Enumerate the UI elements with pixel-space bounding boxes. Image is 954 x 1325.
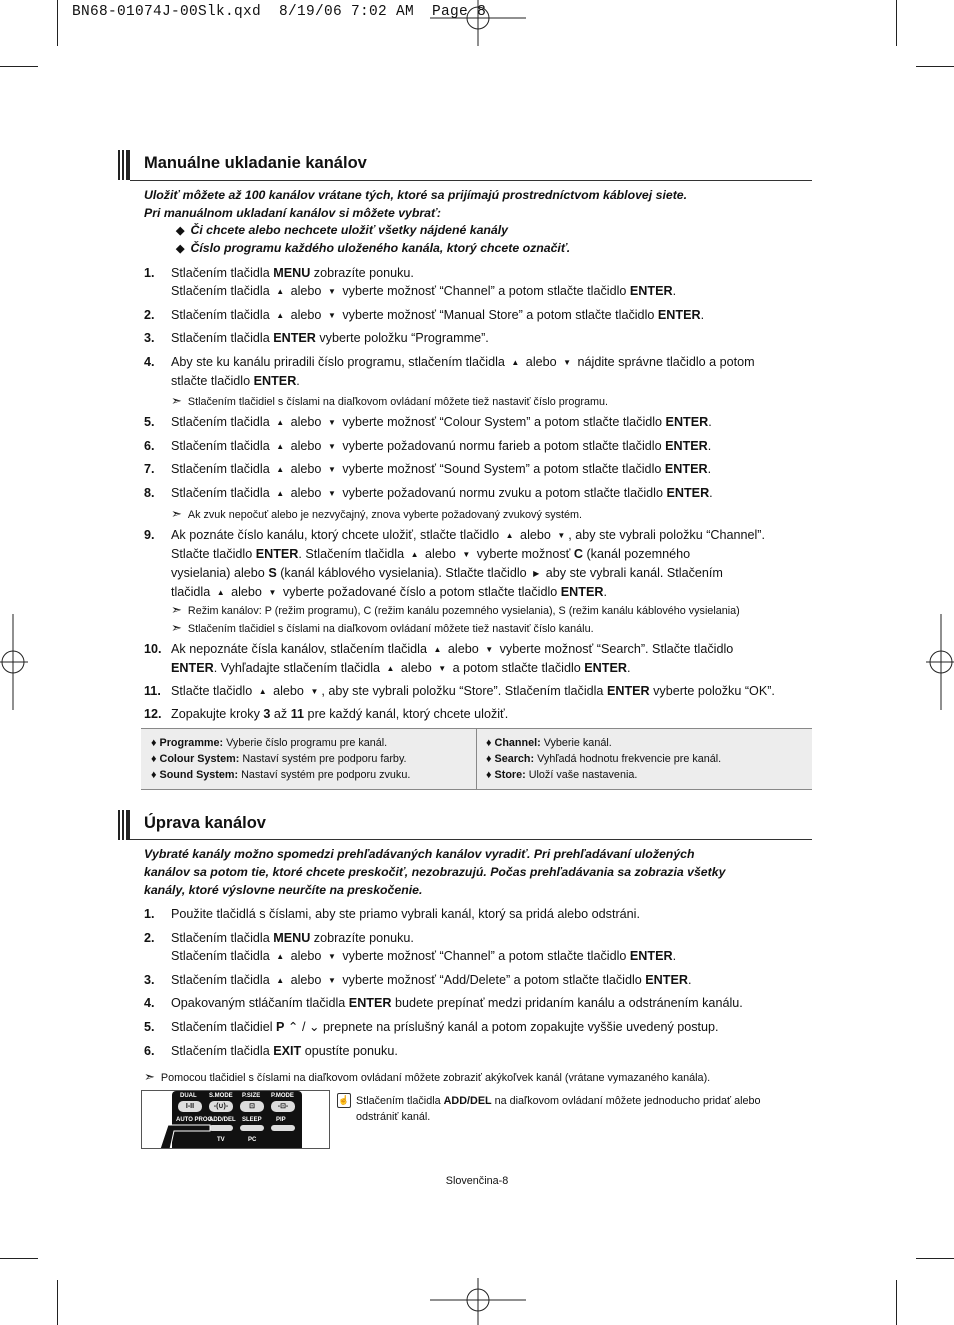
remote-control-image xyxy=(141,1090,330,1149)
down-arrow-icon: ▼ xyxy=(327,952,336,961)
up-arrow-icon: ▲ xyxy=(276,311,285,320)
step-line: Ak poznáte číslo kanálu, ktorý chcete uložiť, stlačte tlačidlo ▲ alebo ▼ , aby ste vybrali položku “Channel”. xyxy=(171,526,816,545)
step-number: 2. xyxy=(144,931,155,945)
step-text xyxy=(171,640,816,678)
remote-label: S.MODE xyxy=(209,1093,233,1099)
remote-label: PC xyxy=(248,1137,257,1143)
step-line: Ak nepoznáte čísla kanálov, stlačením tlačidla ▲ alebo ▼ vyberte možnosť “Search”. Stlačte tlačidlo xyxy=(171,640,816,659)
step-text xyxy=(171,929,816,966)
section-rule xyxy=(130,839,812,840)
table-divider xyxy=(476,729,477,789)
up-arrow-icon: ▲ xyxy=(276,418,285,427)
up-arrow-icon: ▲ xyxy=(505,531,514,540)
arrow-note-icon: ➣ xyxy=(171,602,182,617)
table-row: ♦ Store: Uloží vaše nastavenia. xyxy=(486,769,638,781)
remote-button: -(∪)- xyxy=(209,1101,233,1112)
note: ➣ Ak zvuk nepočuť alebo je nezvyčajný, znova vyberte požadovaný zvukový systém. xyxy=(171,506,583,521)
up-arrow-icon: ▲ xyxy=(433,645,442,654)
step-line: Stlačte tlačidlo ENTER. Stlačením tlačidla ▲ alebo ▼ vyberte možnosť C (kanál pozemného xyxy=(171,545,816,564)
step-line: Stlačením tlačidiel P ⌃ / ⌄ prepnete na príslušný kanál a potom zopakujte vyššie uvedený postup. xyxy=(171,1020,719,1034)
bullet-item: ◆ Číslo programu každého uloženého kanála, ktorý chcete označiť. xyxy=(176,241,571,255)
step-number: 6. xyxy=(144,1044,155,1058)
crop-mark xyxy=(0,66,38,67)
note: ➣ Stlačením tlačidiel s číslami na diaľkovom ovládaní môžete tiež nastaviť číslo kanálu. xyxy=(171,620,594,635)
step-text xyxy=(171,1018,816,1036)
crop-mark xyxy=(57,1280,58,1325)
down-arrow-icon: ▼ xyxy=(327,489,336,498)
step-line: Stlačením tlačidla ▲ alebo ▼ vyberte možnosť “Sound System” a potom stlačte tlačidlo ENTER. xyxy=(171,460,816,479)
step-text xyxy=(171,1042,816,1060)
note: ➣ Pomocou tlačidiel s číslami na diaľkovom ovládaní môžete zobraziť akýkoľvek kanál (vrátane vymazaného kanála). xyxy=(144,1069,711,1084)
section-marker xyxy=(118,150,130,180)
down-arrow-icon: ▼ xyxy=(462,550,471,559)
step-line: Stlačením tlačidla ENTER vyberte položku “Programme”. xyxy=(171,331,489,345)
step-text xyxy=(171,460,816,479)
definition-table xyxy=(141,728,812,790)
step-number: 5. xyxy=(144,415,155,429)
up-arrow-icon: ▲ xyxy=(276,952,285,961)
step-line: Stlačte tlačidlo ▲ alebo ▼ , aby ste vybrali položku “Store”. Stlačením tlačidla ENTER vyberte položku “OK”. xyxy=(171,682,816,701)
step-text xyxy=(171,353,816,390)
step-line: Opakovaným stláčaním tlačidla ENTER budete prepínať medzi pridaním kanálu a odstránením kanálu. xyxy=(171,996,743,1010)
down-arrow-icon: ▼ xyxy=(485,645,494,654)
down-arrow-icon: ▼ xyxy=(327,442,336,451)
remote-button: ⊡ xyxy=(240,1101,264,1112)
remote-label: TV xyxy=(217,1137,225,1143)
remote-button xyxy=(271,1125,295,1131)
intro-line: Pri manuálnom ukladaní kanálov si môžete vybrať: xyxy=(144,206,442,220)
step-text xyxy=(171,413,816,432)
remote-label: SLEEP xyxy=(242,1117,262,1123)
step-line: Stlačením tlačidla ▲ alebo ▼ vyberte možnosť “Colour System” a potom stlačte tlačidlo ENTER. xyxy=(171,413,816,432)
step-number: 4. xyxy=(144,355,155,369)
step-line: Stlačením tlačidla ▲ alebo ▼ vyberte požadovanú normu zvuku a potom stlačte tlačidlo ENTER. xyxy=(171,484,816,503)
step-number: 1. xyxy=(144,907,155,921)
up-arrow-icon: ▲ xyxy=(276,976,285,985)
down-arrow-icon: ▼ xyxy=(268,588,277,597)
registration-mark-left xyxy=(0,614,28,710)
remote-label: P.SIZE xyxy=(242,1093,261,1099)
table-row: ♦ Programme: Vyberie číslo programu pre kanál. xyxy=(151,737,388,749)
crop-mark xyxy=(57,0,58,46)
intro-line: Vybraté kanály možno spomedzi prehľadávaných kanálov vyradiť. Pri prehľadávaní uložených xyxy=(144,847,695,861)
bullet-item: ◆ Či chcete alebo nechcete uložiť všetky nájdené kanály xyxy=(176,223,509,237)
step-line: Stlačením tlačidla ▲ alebo ▼ vyberte možnosť “Channel” a potom stlačte tlačidlo ENTER. xyxy=(171,282,816,301)
step-text xyxy=(171,994,816,1012)
right-arrow-icon: ▶ xyxy=(533,569,540,578)
crop-mark xyxy=(916,1258,954,1259)
remote-button: -⊡- xyxy=(271,1101,295,1112)
note: ➣ Režim kanálov: P (režim programu), C (režim kanálu pozemného vysielania), S (režim kanálu káblového vysielania) xyxy=(171,602,740,617)
table-row: ♦ Colour System: Nastaví systém pre podporu farby. xyxy=(151,753,407,765)
step-number: 3. xyxy=(144,331,155,345)
remote-label: AUTO PROG. xyxy=(176,1117,214,1123)
table-col-right xyxy=(486,735,721,783)
up-arrow-icon: ▲ xyxy=(276,465,285,474)
step-number: 7. xyxy=(144,462,155,476)
diamond-bullet-icon: ◆ xyxy=(176,243,185,255)
print-header: BN68-01074J-00Slk.qxd 8/19/06 7:02 AM Page 8 xyxy=(72,4,487,20)
step-text xyxy=(171,971,816,990)
down-arrow-icon: ▼ xyxy=(310,687,319,696)
remote-label: P.MODE xyxy=(271,1093,294,1099)
section-title: Manuálne ukladanie kanálov xyxy=(144,154,367,172)
step-number: 10. xyxy=(144,642,162,656)
step-number: 9. xyxy=(144,528,155,542)
step-line: Aby ste ku kanálu priradili číslo programu, stlačením tlačidla ▲ alebo ▼ nájdite správne tlačidlo a potom xyxy=(171,353,816,372)
crop-mark xyxy=(0,1258,38,1259)
down-arrow-icon: ▼ xyxy=(327,311,336,320)
arrow-note-icon: ➣ xyxy=(171,620,182,635)
step-line: Stlačením tlačidla ▲ alebo ▼ vyberte požadovanú normu farieb a potom stlačte tlačidlo ENTER. xyxy=(171,437,816,456)
registration-mark-top xyxy=(430,0,526,48)
step-number: 12. xyxy=(144,707,162,721)
step-text xyxy=(171,484,816,503)
diamond-bullet-icon: ◆ xyxy=(176,225,185,237)
step-line: Použite tlačidlá s číslami, aby ste priamo vybrali kanál, ktorý sa pridá alebo odstráni. xyxy=(171,907,640,921)
step-text xyxy=(171,705,816,723)
step-line: vysielania) alebo S (kanál káblového vysielania). Stlačte tlačidlo ▶ aby ste vybrali kanál. Stlačením xyxy=(171,564,816,583)
up-arrow-icon: ▲ xyxy=(276,442,285,451)
intro-line: kanálov sa potom tie, ktoré chcete preskočiť, nezobrazujú. Počas prehľadávania sa zobrazia všetky xyxy=(144,865,726,879)
tip-text: Stlačením tlačidla ADD/DEL na diaľkovom ovládaní môžete jednoducho pridať alebo odstrániť kanál. xyxy=(356,1095,761,1123)
step-line: Stlačením tlačidla ▲ alebo ▼ vyberte možnosť “Channel” a potom stlačte tlačidlo ENTER. xyxy=(171,947,816,966)
step-line: tlačidla ▲ alebo ▼ vyberte požadované číslo a potom stlačte tlačidlo ENTER. xyxy=(171,583,816,602)
step-line: Stlačením tlačidla ▲ alebo ▼ vyberte možnosť “Manual Store” a potom stlačte tlačidlo ENTER. xyxy=(171,306,816,325)
remote-label: DUAL xyxy=(180,1093,197,1099)
up-arrow-icon: ▲ xyxy=(276,489,285,498)
up-arrow-icon: ▲ xyxy=(386,664,395,673)
down-arrow-icon: ▼ xyxy=(563,358,572,367)
down-arrow-icon: ▼ xyxy=(327,976,336,985)
table-row: ♦ Sound System: Nastaví systém pre podporu zvuku. xyxy=(151,769,411,781)
step-line: ENTER. Vyhľadajte stlačením tlačidla ▲ alebo ▼ a potom stlačte tlačidlo ENTER. xyxy=(171,659,816,678)
step-text xyxy=(171,905,816,923)
step-line: Stlačením tlačidla EXIT opustíte ponuku. xyxy=(171,1044,398,1058)
arrow-note-icon: ➣ xyxy=(171,393,182,408)
registration-mark-bottom xyxy=(430,1278,526,1325)
table-col-left xyxy=(151,735,410,783)
step-text xyxy=(171,526,816,602)
step-line: Stlačením tlačidla MENU zobrazíte ponuku. xyxy=(171,266,414,280)
step-line: stlačte tlačidlo ENTER. xyxy=(171,374,300,388)
table-row: ♦ Search: Vyhľadá hodnotu frekvencie pre kanál. xyxy=(486,753,722,765)
remote-button xyxy=(240,1125,264,1131)
step-number: 6. xyxy=(144,439,155,453)
remote-button: I-II xyxy=(178,1101,202,1112)
step-line: Stlačením tlačidla MENU zobrazíte ponuku. xyxy=(171,931,414,945)
remote-label: PIP xyxy=(276,1117,286,1123)
section-rule xyxy=(130,180,812,181)
down-arrow-icon: ▼ xyxy=(327,287,336,296)
up-arrow-icon: ▲ xyxy=(410,550,419,559)
registration-mark-right xyxy=(926,614,954,710)
up-arrow-icon: ▲ xyxy=(258,687,267,696)
step-number: 3. xyxy=(144,973,155,987)
step-number: 2. xyxy=(144,308,155,322)
down-arrow-icon: ▼ xyxy=(557,531,566,540)
down-arrow-icon: ▼ xyxy=(438,664,447,673)
step-number: 5. xyxy=(144,1020,155,1034)
down-arrow-icon: ▼ xyxy=(327,418,336,427)
section-marker xyxy=(118,810,130,840)
page-footer: Slovenčina-8 xyxy=(445,1175,509,1187)
step-text xyxy=(171,682,816,701)
step-text xyxy=(171,437,816,456)
step-number: 1. xyxy=(144,266,155,280)
section-title: Úprava kanálov xyxy=(144,814,266,832)
step-number: 11. xyxy=(144,684,161,698)
arrow-note-icon: ➣ xyxy=(144,1069,155,1084)
step-number: 8. xyxy=(144,486,155,500)
intro-line: kanály, ktoré výslovne neurčíte na preskočenie. xyxy=(144,883,423,897)
step-text xyxy=(171,306,816,325)
crop-mark xyxy=(896,0,897,46)
step-number: 4. xyxy=(144,996,155,1010)
table-row: ♦ Channel: Vyberie kanál. xyxy=(486,737,612,749)
step-text xyxy=(171,264,816,301)
pointer-arrow-icon xyxy=(160,1119,220,1149)
down-arrow-icon: ▼ xyxy=(327,465,336,474)
note: ➣ Stlačením tlačidiel s číslami na diaľkovom ovládaní môžete tiež nastaviť číslo programu. xyxy=(171,393,608,408)
remote-label: ADD/DEL xyxy=(209,1117,236,1123)
hand-tip-icon: ☝ xyxy=(337,1093,351,1108)
up-arrow-icon: ▲ xyxy=(276,287,285,296)
up-arrow-icon: ▲ xyxy=(511,358,520,367)
arrow-note-icon: ➣ xyxy=(171,506,182,521)
crop-mark xyxy=(896,1280,897,1325)
up-arrow-icon: ▲ xyxy=(216,588,225,597)
step-text xyxy=(171,329,816,347)
step-line: Zopakujte kroky 3 až 11 pre každý kanál, ktorý chcete uložiť. xyxy=(171,707,509,721)
crop-mark xyxy=(916,66,954,67)
step-line: Stlačením tlačidla ▲ alebo ▼ vyberte možnosť “Add/Delete” a potom stlačte tlačidlo ENTER. xyxy=(171,971,816,990)
intro-line: Uložiť môžete až 100 kanálov vrátane tých, ktoré sa prijímajú prostredníctvom káblovej siete. xyxy=(144,188,688,202)
